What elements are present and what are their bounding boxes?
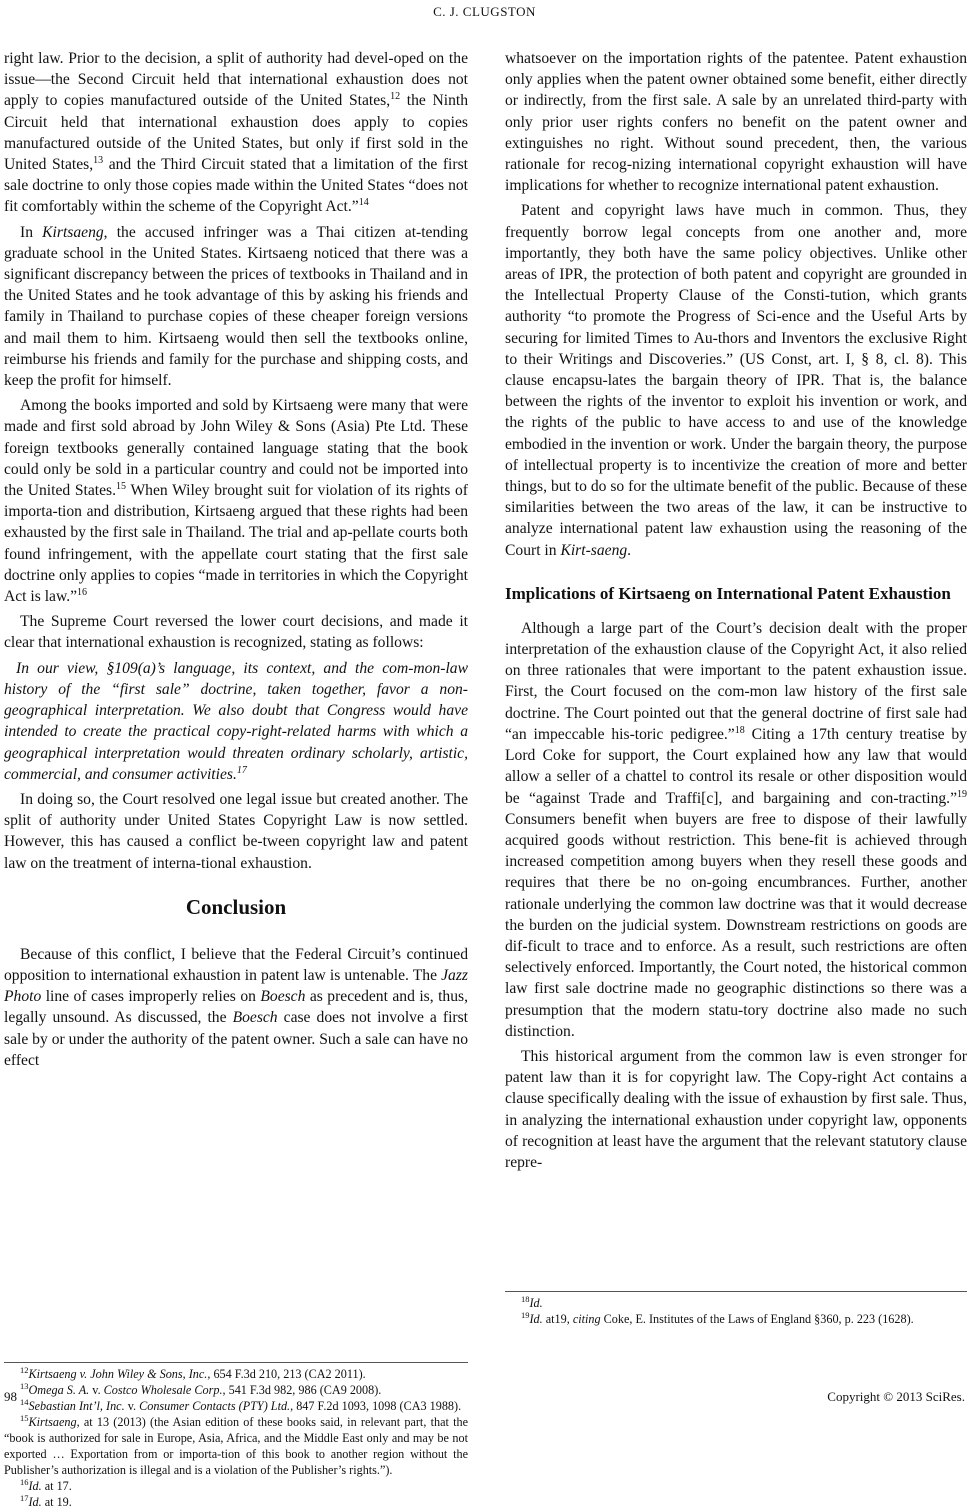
left-column bbox=[4, 48, 468, 1360]
paragraph: In Kirtsaeng, the accused infringer was a Thai citizen at-tending graduate school in the United States. Kirtsaeng noticed that there was a significant discrepancy between the prices of textbooks in Thailand and in the United States and he took advantage of this by asking his friends and family in Thailand to purchase copies of these cheaper foreign versions and mail them to him. Kirtsaeng would then sell the textbooks online, reimburse his friends and family for the purchase and shipping costs, and keep the profit for himself. bbox=[4, 223, 468, 390]
paragraph: right law. Prior to the decision, a split of authority had devel-oped on the issue—the Second Circuit held that international exhaustion does not apply to copies manufactured outside of the United States,$^{12}$ the Ninth Circuit held that international exhaustion does apply to copies manufactured outside of the United States, but only if first sold in the United States,$^{13}$ and the Third Circuit stated that a limitation of the first sale doctrine to only those copies made within the United States “does not fit comfortably within the scheme of the Copyright Act.”$^{14}$ bbox=[4, 50, 468, 216]
footnote: $^{13}$Omega S. A. v. Costco Wholesale Corp., 541 F.3d 982, 986 (CA9 2008). bbox=[20, 1380, 382, 1397]
paragraph: In doing so, the Court resolved one legal issue but created another. The split of authority under United States Copyright Law is now settled. However, this has caused a conflict be-tween copyright law and patent law on the treatment of interna-tional exhaustion. bbox=[4, 790, 468, 872]
footnote: $^{14}$Sebastian Int’l, Inc. v. Consumer Contacts (PTY) Ltd., 847 F.2d 1093, 1098 (CA3 1988). bbox=[20, 1396, 462, 1413]
footnote: $^{16}$Id. at 17. bbox=[20, 1476, 72, 1493]
paragraph: The Supreme Court reversed the lower court decisions, and made it clear that international exhaustion is recognized, stating as follows: bbox=[4, 613, 468, 652]
footnote: $^{12}$Kirtsaeng v. John Wiley & Sons, Inc., 654 F.3d 210, 213 (CA2 2011). bbox=[20, 1364, 366, 1381]
subsection-heading: Implications of Kirtsaeng on International Patent Exhaustion bbox=[505, 583, 951, 603]
footnote: $^{17}$Id. at 19. bbox=[20, 1492, 72, 1509]
paragraph: This historical argument from the common law is even stronger for patent law than it is for copyright law. The Copy-right Act contains a clause specifically dealing with the issue of exhaustion by first sale. Thus, in analyzing the international exhaustion under copyright law, opponents of recognition at least have the argument that the relevant statutory clause repre- bbox=[505, 1047, 967, 1171]
page-number: 98 bbox=[4, 1389, 17, 1404]
block-quote: In our view, §109(a)’s language, its context, and the com-mon-law history of the “first sale” doctrine, taken together, favor a non-geographical interpretation. We also doubt that Congress would have intended to create the practical copy-right-related harms with which a geographical interpretation would threaten ordinary scholarly, artistic, commercial, and consumer activities.$^{17}$ bbox=[4, 659, 468, 783]
footnote: $^{15}$Kirtsaeng, at 13 (2013) (the Asian edition of these books said, in relevant part, that the “book is authorized for sale in Europe, Asia, Africa, and the Middle East only and may be not exported … Exportation from or importa-tion of this book to another region without the Publisher’s authorization is illegal and is a violation of the Publisher’s rights.”). bbox=[4, 1412, 468, 1477]
running-head: C. J. CLUGSTON bbox=[433, 4, 536, 19]
right-column bbox=[505, 48, 967, 1360]
paragraph: Among the books imported and sold by Kirtsaeng were many that were made and first sold abroad by John Wiley & Sons (Asia) Pte Ltd. These foreign textbooks generally contained language stating that the book could only be sold in a particular country and could not be imported into the United States.$^{15}$ When Wiley brought suit for violation of its rights of importa-tion and distribution, Kirtsaeng argued that these rights had been exhausted by the first sale in Thailand. The trial and ap-pellate courts both found infringement, with the appellate court stating that the first sale doctrine only applies to copies “made in territories in which the Copyright Act is law.”$^{16}$ bbox=[4, 397, 468, 606]
footnotes-left bbox=[4, 1362, 468, 1510]
footnote: $^{18}$Id. bbox=[521, 1293, 543, 1310]
paragraph: Because of this conflict, I believe that the Federal Circuit’s continued opposition to international exhaustion in patent law is untenable. The Jazz Photo line of cases improperly relies on Boesch as precedent and is, thus, legally unsound. As discussed, the Boesch case does not involve a first sale by or under the authority of the patent owner. Such a sale can have no effect bbox=[4, 945, 468, 1069]
copyright-notice: Copyright © 2013 SciRes. bbox=[827, 1389, 965, 1404]
section-heading: Conclusion bbox=[185, 894, 287, 919]
footnote: $^{19}$Id. at19, citing Coke, E. Institutes of the Laws of England §360, p. 223 (1628). bbox=[521, 1309, 914, 1326]
paragraph: Although a large part of the Court’s decision dealt with the proper interpretation of the exhaustion clause of the Copyright Act, it also relied on three rationales that were important to the patent exhaustion issue. First, the Court focused on the com-mon law history of the first sale doctrine. The Court pointed out that the general doctrine of first sale had “an impeccable his-toric pedigree.”$^{18}$ Citing a 17th century treatise by Lord Coke for support, the Court explained how any law that would allow a seller of a chattel to control its resale or other disposition would be “against Trade and Traffi[c], and bargaining and con-tracting.”$^{19}$ Consumers benefit when buyers are free to dispose of their lawfully acquired goods without restriction. This bene-fit is achieved through increased competition among buyers when they resell these goods and requires that there be no on-going encumbrances. Further, another rationale underlying the common law doctrine was that it would decrease the burden on the judicial system. Downstream restrictions on goods are dif-ficult to trace and to enforce. As a result, such restrictions are often selectively enforced. Importantly, the Court noted, the historical common law first sale doctrine made no geographic distinctions so there was a presumption that the modern statu-tory doctrine also made no such distinction. bbox=[505, 619, 968, 1040]
paragraph: whatsoever on the importation rights of the patentee. Patent exhaustion only applies when the patent owner obtained some benefit, either directly or indirectly, from the first sale. A sale by an unrelated third-party with only prior user rights confers no benefit on the patent owner and extinguishes no right. Without sound precedent, then, the various rationale for recog-nizing international copyright exhaustion will have implications for whether to recognize international patent exhaustion. bbox=[505, 50, 967, 195]
paragraph: Patent and copyright laws have much in common. Thus, they frequently borrow legal concepts from one another and, more importantly, they both have the same policy objectives. Unlike other areas of IPR, the protection of both patent and copyright are grounded in the Intellectual Property Clause of the Consti-tution, which grants authority “to promote the Progress of Sci-ence and the Useful Arts by securing for limited Times to Au-thors and Inventors the exclusive Right to their Writings and Discoveries.” (US Const, art. I, § 8, cl. 8). This clause encapsu-lates the bargain theory of IPR. That is, the balance between the rights of the inventor to exploit his invention or work, and the rights of the public to have access to and use of the knowledge embodied in the invention or work. Under the bargain theory, the purpose of intellectual property is to incentivize the creation of more and better things, but to do so for the ultimate benefit of the public. Because of these similarities between the two areas of the law, it can be instructive to analyze international patent law exhaustion using the reasoning of the Court in Kirt-saeng. bbox=[505, 202, 967, 559]
footnotes-right bbox=[505, 1291, 967, 1327]
